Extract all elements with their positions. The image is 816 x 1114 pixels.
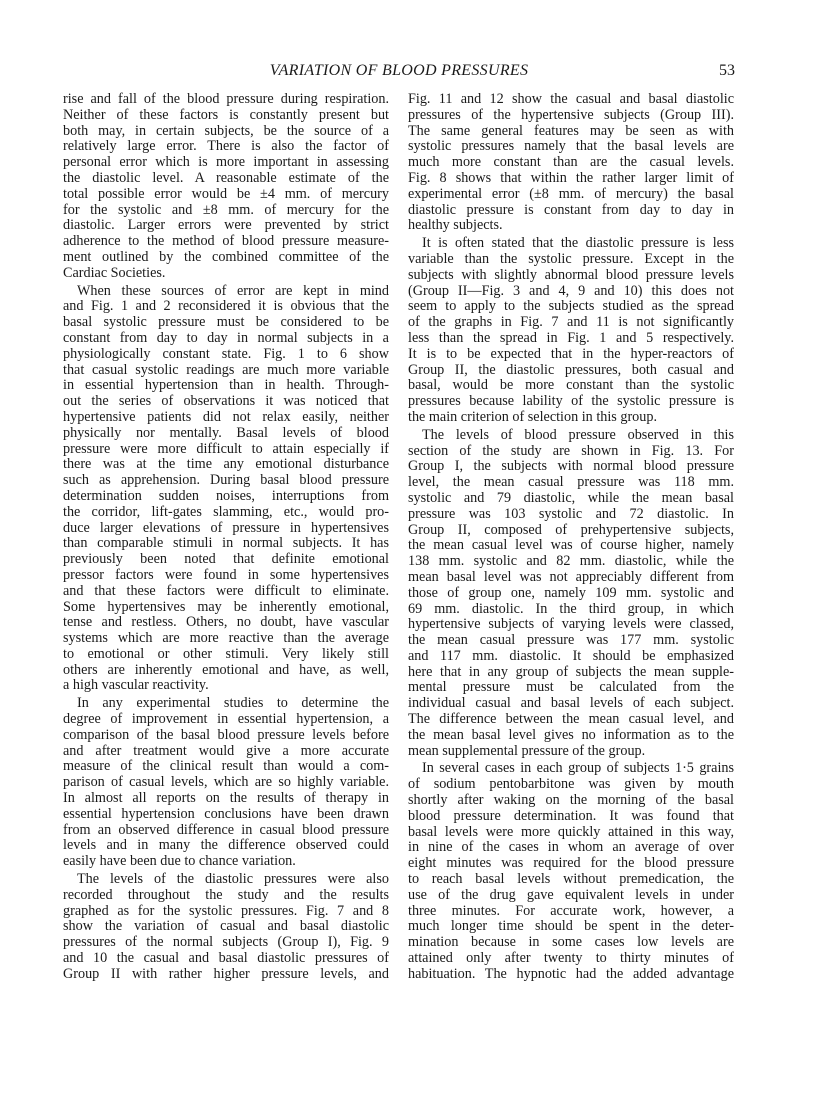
right-column	[408, 92, 734, 985]
text-line: much more constant than are the casual levels.	[408, 154, 734, 171]
text-line: ment outlined by the combined committee of the	[63, 248, 389, 265]
text-line: basal levels were more quickly attained in this way,	[408, 823, 734, 840]
text-line: systems which are more reactive than the average	[63, 630, 389, 647]
text-line: here that in any group of subjects the mean supple-	[408, 663, 734, 680]
text-line: use of the drug gave equivalent levels in under	[408, 886, 734, 903]
text-line: and 10 the casual and basal diastolic pressures of	[63, 950, 389, 967]
text-line: the corridor, lift-gates slamming, etc., would pro-	[63, 503, 389, 520]
text-line: experimental error (±8 mm. of mercury) the basal	[408, 185, 734, 202]
text-line: out the series of observations it was noticed that	[63, 393, 389, 410]
text-line: physiologically constant state. Fig. 1 to 6 show	[63, 345, 389, 362]
text-line: blood pressure determination. It was found that	[408, 807, 734, 824]
text-line: of sodium pentobarbitone was given by mouth	[408, 776, 734, 793]
text-line: Cardiac Societies.	[63, 264, 166, 281]
text-line: the mean casual pressure was 177 mm. systolic	[408, 632, 734, 649]
text-line: The levels of the diastolic pressures were also	[77, 871, 389, 888]
text-line: the mean basal level gives no information as to the	[408, 726, 734, 743]
text-line: such as apprehension. During basal blood pressure	[63, 472, 389, 489]
text-line: 69 mm. diastolic. In the third group, in which	[408, 600, 734, 617]
text-line: Group II with rather higher pressure levels, and	[63, 965, 389, 982]
text-line: mean supplemental pressure of the group.	[408, 742, 646, 759]
text-line: The difference between the mean casual level, and	[408, 711, 734, 728]
text-line: level, the mean casual pressure was 118 mm.	[408, 474, 734, 491]
text-line: physically nor mentally. Basal levels of blood	[63, 424, 389, 441]
text-line: pressor factors were found in some hypertensives	[63, 566, 389, 583]
text-line: diastolic. Larger errors were prevented by strict	[63, 217, 389, 234]
text-line: and that these factors were difficult to eliminate.	[63, 582, 389, 599]
text-line: seem to apply to the subjects studied as the spread	[408, 298, 734, 315]
text-line: section of the study are shown in Fig. 13. For	[408, 442, 734, 459]
text-line: from an observed difference in casual blood pressure	[63, 821, 389, 838]
text-line: and Fig. 1 and 2 reconsidered it is obvious that the	[63, 298, 389, 315]
text-line: mean basal level was not appreciably different from	[408, 568, 734, 585]
text-line: the main criterion of selection in this group.	[408, 408, 658, 425]
left-column	[63, 92, 389, 985]
text-line: the mean casual level was of course higher, namely	[408, 537, 734, 554]
text-line: Group II, the diastolic pressures, both casual and	[408, 361, 734, 378]
text-line: constant from day to day in normal subjects in a	[63, 329, 389, 346]
text-line: and after treatment would give a more accurate	[63, 742, 389, 759]
text-line: In several cases in each group of subjects 1·5 grains	[422, 760, 734, 777]
text-line: eight minutes was required for the blood pressure	[408, 855, 734, 872]
text-line: pressures of the hypertensive subjects (Group III).	[408, 106, 734, 123]
text-line: to emotional or other stimuli. Very likely still	[63, 645, 389, 662]
text-line: much longer time should be spent in the deter-	[408, 918, 734, 935]
text-line: (Group II—Fig. 3 and 4, 9 and 10) this does not	[408, 282, 734, 299]
text-line: there was at the time any emotional disturbance	[63, 456, 389, 473]
text-line: less than the spread in Fig. 1 and 5 respectively.	[408, 329, 734, 346]
text-line: pressure was 103 systolic and 72 diastolic. In	[408, 505, 734, 522]
text-line: attained only after twenty to thirty minutes of	[408, 950, 734, 967]
text-line: of the graphs in Fig. 7 and 11 is not significantly	[408, 314, 734, 331]
text-line: for the systolic and ±8 mm. of mercury for the	[63, 201, 389, 218]
text-line: It is to be expected that in the hyper-reactors of	[408, 345, 734, 362]
text-line: that casual systolic readings are much more variable	[63, 361, 389, 378]
text-line: levels and in many the difference observed could	[63, 837, 389, 854]
text-line: systolic pressures namely that the basal levels are	[408, 138, 734, 155]
text-line: mental pressure must be calculated from the	[408, 679, 734, 696]
text-line: others are inherently emotional and have, as well,	[63, 661, 389, 678]
text-line: tense and restless. Others, no doubt, have vascular	[63, 614, 389, 631]
paragraph	[63, 872, 389, 983]
text-line: Some hypertensives may be inherently emotional,	[63, 598, 389, 615]
text-line: Neither of these factors is constantly present but	[63, 106, 389, 123]
text-line: When these sources of error are kept in mind	[77, 282, 389, 299]
text-line: The same general features may be seen as with	[408, 122, 734, 139]
text-line: than comparable stimuli in normal subjects. It has	[63, 535, 389, 552]
paragraph	[63, 284, 389, 695]
text-line: previously been noted that definite emotional	[63, 551, 389, 568]
paragraph	[63, 696, 389, 870]
text-line: Group I, the subjects with normal blood pressure	[408, 458, 734, 475]
running-title: VARIATION OF BLOOD PRESSURES	[269, 62, 529, 79]
text-line: duce larger elevations of pressure in hypertensives	[63, 519, 389, 536]
text-line: recorded throughout the study and the results	[63, 886, 389, 903]
text-line: subjects with slightly abnormal blood pressure levels	[408, 266, 734, 283]
text-line: diastolic pressure is constant from day to day in	[408, 201, 734, 218]
text-line: easily have been due to chance variation.	[63, 853, 296, 870]
text-line: essential hypertension conclusions have been drawn	[63, 805, 389, 822]
text-line: It is often stated that the diastolic pressure is less	[422, 235, 734, 252]
text-line: in essential hypertension than in health. Through-	[63, 377, 389, 394]
page-number: 53	[719, 62, 735, 79]
text-line: those of group one, namely 109 mm. systolic and	[408, 584, 734, 601]
text-line: and 117 mm. diastolic. It should be emphasized	[408, 647, 734, 664]
text-line: hypertensive subjects of varying levels were classed,	[408, 616, 734, 633]
text-line: mination because in some cases low levels are	[408, 934, 734, 951]
text-line: comparison of the basal blood pressure levels before	[63, 726, 389, 743]
running-head	[63, 62, 735, 82]
paragraph	[63, 92, 389, 282]
paragraph	[408, 92, 734, 234]
text-line: In any experimental studies to determine the	[77, 695, 389, 712]
text-line: variable than the systolic pressure. Except in the	[408, 250, 734, 267]
text-line: individual casual and basal levels of each subject.	[408, 695, 734, 712]
text-line: In almost all reports on the results of therapy in	[63, 790, 389, 807]
text-line: parison of casual levels, which are so highly variable.	[63, 774, 389, 791]
paragraph	[408, 428, 734, 760]
text-line: personal error which is more important in assessing	[63, 154, 389, 171]
text-line: shortly after waking on the morning of the basal	[408, 792, 734, 809]
text-line: three minutes. For accurate work, however, a	[408, 902, 734, 919]
text-line: Group II, composed of prehypertensive subjects,	[408, 521, 734, 538]
text-line: hypertensive patients did not relax easily, neither	[63, 408, 389, 425]
text-line: pressure were more difficult to attain especially if	[63, 440, 389, 457]
text-line: the diastolic level. A reasonable estimate of the	[63, 169, 389, 186]
text-line: habituation. The hypnotic had the added advantage	[408, 965, 734, 982]
text-line: pressures because lability of the systolic pressure is	[408, 393, 734, 410]
text-line: healthy subjects.	[408, 217, 503, 234]
text-line: show the variation of casual and basal diastolic	[63, 918, 389, 935]
text-line: in nine of the cases in whom an average of over	[408, 839, 734, 856]
text-line: to reach basal levels without premedication, the	[408, 871, 734, 888]
text-line: 138 mm. systolic and 82 mm. diastolic, while the	[408, 553, 734, 570]
text-line: rise and fall of the blood pressure during respiration.	[63, 91, 389, 107]
text-line: basal systolic pressure must be considered to be	[63, 314, 389, 331]
text-line: Fig. 11 and 12 show the casual and basal diastolic	[408, 91, 734, 107]
text-line: determination sudden noises, interruptions from	[63, 487, 389, 504]
text-line: relatively large error. There is also the factor of	[63, 138, 389, 155]
text-line: The levels of blood pressure observed in this	[422, 426, 734, 443]
paragraph	[408, 761, 734, 982]
text-line: both may, in certain subjects, be the source of a	[63, 122, 389, 139]
text-line: Fig. 8 shows that within the rather larger limit of	[408, 169, 734, 186]
text-line: total possible error would be ±4 mm. of mercury	[63, 185, 389, 202]
text-line: degree of improvement in essential hypertension, a	[63, 711, 389, 728]
text-line: systolic and 79 diastolic, while the mean basal	[408, 489, 734, 506]
text-line: measure of the clinical result than would a com-	[63, 758, 389, 775]
text-line: graphed as for the systolic pressures. Fig. 7 and 8	[63, 902, 389, 919]
text-line: basal, would be more constant than the systolic	[408, 377, 734, 394]
text-line: a high vascular reactivity.	[63, 677, 209, 694]
text-line: adherence to the method of blood pressure measure-	[63, 233, 389, 250]
paragraph	[408, 236, 734, 426]
text-line: pressures of the normal subjects (Group I), Fig. 9	[63, 934, 389, 951]
